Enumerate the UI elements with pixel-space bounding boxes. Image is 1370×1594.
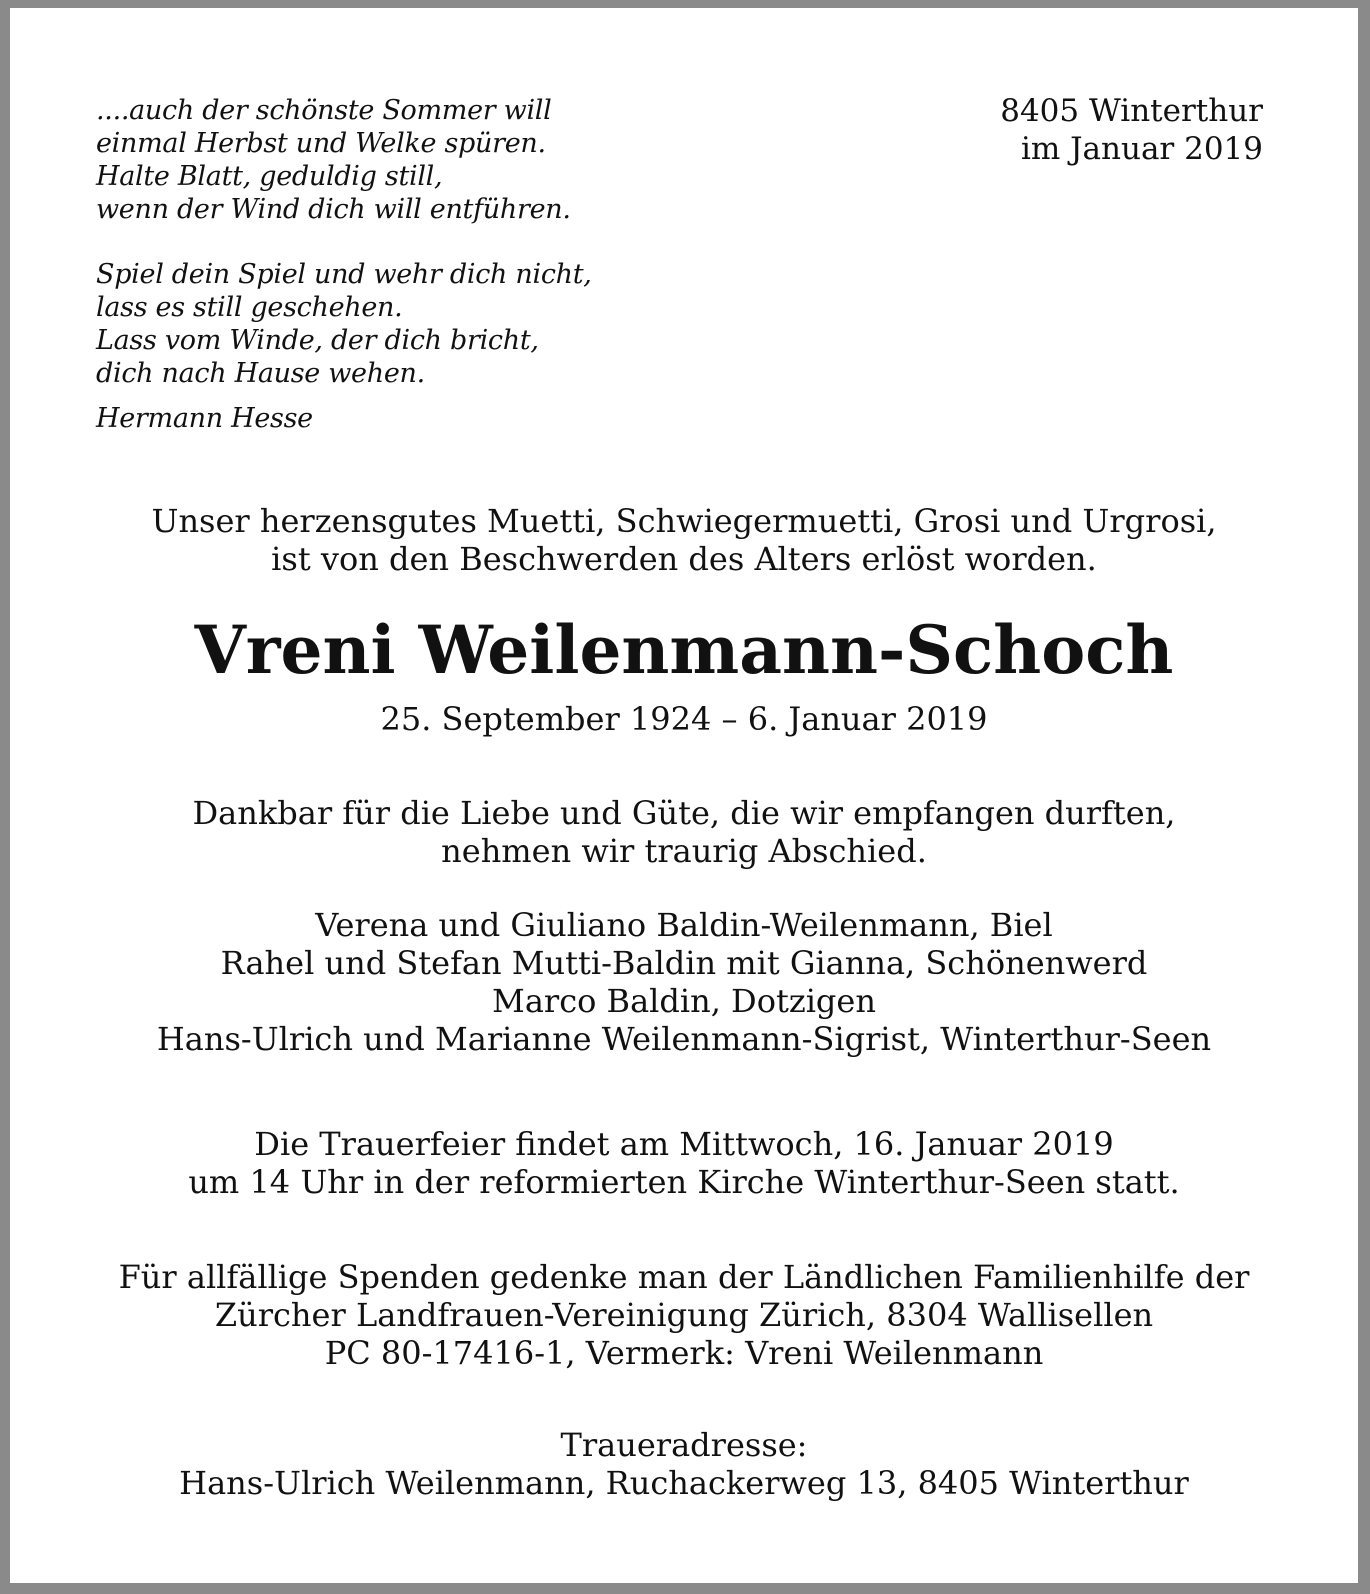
mourner-line: Hans-Ulrich und Marianne Weilenmann-Sigrist, Winterthur-Seen [156, 1020, 1212, 1058]
address-label: Traueradresse: [560, 1426, 808, 1464]
service-line: Die Trauerfeier findet am Mittwoch, 16. Januar 2019 [254, 1125, 1114, 1163]
thanks-line: Dankbar für die Liebe und Güte, die wir empfangen durften, [192, 794, 1176, 832]
mourner-line: Verena und Giuliano Baldin-Weilenmann, Biel [315, 906, 1053, 944]
address-value: Hans-Ulrich Weilenmann, Ruchackerweg 13, 8405 Winterthur [179, 1464, 1189, 1502]
donation-line: Für allfällige Spenden gedenke man der Ländlichen Familienhilfe der [118, 1258, 1250, 1296]
deceased-name: Vreni Weilenmann-Schoch [194, 611, 1174, 689]
poem-line: wenn der Wind dich will entführen. [96, 194, 571, 225]
place-city: 8405 Winterthur [1000, 93, 1263, 129]
poem [96, 94, 592, 435]
intro-text [10, 502, 1358, 578]
poem-line: einmal Herbst und Welke spüren. [96, 128, 546, 159]
life-dates [10, 700, 1358, 738]
donation-line: Zürcher Landfrauen-Vereinigung Zürich, 8304 Wallisellen [214, 1296, 1154, 1334]
donation-line: PC 80-17416-1, Vermerk: Vreni Weilenmann [324, 1334, 1044, 1372]
poem-line: ....auch der schönste Sommer will [96, 95, 552, 126]
poem-line: dich nach Hause wehen. [96, 358, 425, 389]
intro-line: Unser herzensgutes Muetti, Schwiegermuetti, Grosi und Urgrosi, [151, 502, 1217, 540]
mourner-line: Rahel und Stefan Mutti-Baldin mit Gianna, Schönenwerd [220, 944, 1148, 982]
mourners-list [10, 906, 1358, 1058]
poem-line: Halte Blatt, geduldig still, [96, 161, 443, 192]
mourning-address [10, 1426, 1358, 1502]
donation-info [10, 1258, 1358, 1372]
place-date-text: im Januar 2019 [1020, 131, 1263, 167]
poem-stanza-2 [96, 258, 592, 390]
poem-author: Hermann Hesse [96, 403, 313, 434]
poem-line: Spiel dein Spiel und wehr dich nicht, [96, 259, 592, 290]
obituary-page [10, 8, 1358, 1583]
service-line: um 14 Uhr in der reformierten Kirche Winterthur-Seen statt. [188, 1163, 1180, 1201]
place-date [1000, 92, 1263, 168]
life-dates-text: 25. September 1924 – 6. Januar 2019 [380, 700, 988, 738]
poem-line: Lass vom Winde, der dich bricht, [96, 325, 539, 356]
service-info [10, 1125, 1358, 1201]
poem-line: lass es still geschehen. [96, 292, 403, 323]
intro-line: ist von den Beschwerden des Alters erlöst worden. [271, 540, 1097, 578]
mourner-line: Marco Baldin, Dotzigen [492, 982, 876, 1020]
thanks-text [10, 794, 1358, 870]
thanks-line: nehmen wir traurig Abschied. [441, 832, 927, 870]
